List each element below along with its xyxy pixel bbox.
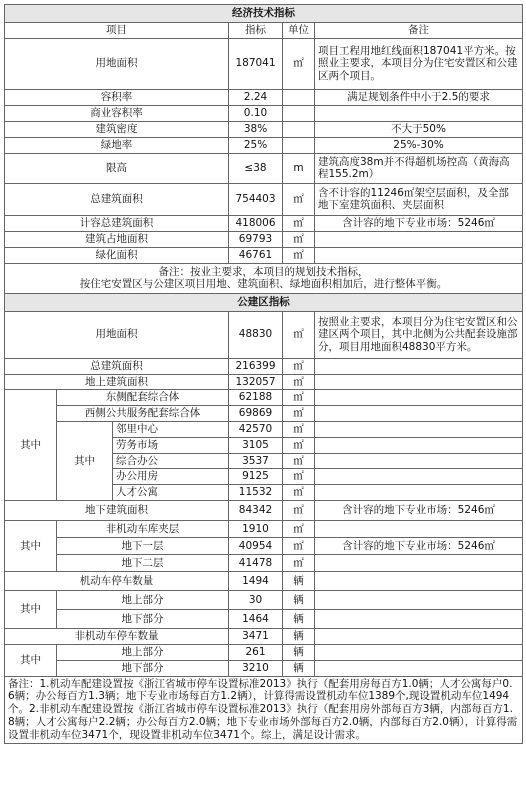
row-note <box>315 406 523 422</box>
row-label: 人才公寓 <box>113 485 229 501</box>
public-remark: 备注：1.机动车配建设置按《浙江省城市停车设置标准2013》执行（配套用房每百方1.0辆；人才公寓每户0.6辆；办公每百方1.3辆；地下专业市场每百方1.2辆），计算得需设置机动车位1389个,现设置机动车位1494个。2.非机动车配建设置按《浙江省城市停车设置标准2013》执行（配套用房外部每百方3辆，内部每百方1.8辆；人才公寓每户2.2辆；办公每百方2.0辆；地下专业市场外部每百方2.0辆，内部每百方2.0辆），计算得需设置非机动车位3471个，现设置非机动车位3471个。综上，满足设计需求。 <box>5 676 523 743</box>
row-value: 1494 <box>229 571 283 590</box>
public-row-west <box>5 406 523 422</box>
row-note: 25%-30% <box>315 137 523 153</box>
row-label: 建筑密度 <box>5 121 229 137</box>
row-label: 绿地率 <box>5 137 229 153</box>
row-note: 含计容的地下专业市场：5246㎡ <box>315 215 523 231</box>
row-value: 187041 <box>229 38 283 89</box>
row-unit: m <box>283 153 315 183</box>
row-note <box>315 453 523 469</box>
row-value: 42570 <box>229 421 283 437</box>
row-unit <box>283 121 315 137</box>
row-note <box>315 105 523 121</box>
row-unit: ㎡ <box>283 183 315 215</box>
row-label: 建筑占地面积 <box>5 231 229 247</box>
row-unit: 辆 <box>283 571 315 590</box>
row-label: 机动车停车数量 <box>5 571 229 590</box>
row-value: 11532 <box>229 485 283 501</box>
row-note <box>315 609 523 628</box>
public-row-below-sub <box>5 554 523 571</box>
econ-row-total-gfa <box>5 183 523 215</box>
row-value: 84342 <box>229 500 283 520</box>
public-row-west-sub <box>5 421 523 437</box>
row-note <box>315 469 523 485</box>
of-which-label: 其中 <box>5 644 57 676</box>
row-unit: 辆 <box>283 628 315 644</box>
row-unit: ㎡ <box>283 537 315 554</box>
row-unit: ㎡ <box>283 485 315 501</box>
header-item: 项目 <box>5 23 229 39</box>
public-row-bike-parking <box>5 628 523 644</box>
row-label: 地上建筑面积 <box>5 374 229 390</box>
econ-row-far-gfa <box>5 215 523 231</box>
row-unit: ㎡ <box>283 520 315 537</box>
row-note <box>315 485 523 501</box>
row-label: 总建筑面积 <box>5 183 229 215</box>
of-which-label: 其中 <box>5 390 57 501</box>
header-value: 指标 <box>229 23 283 39</box>
econ-row-far <box>5 89 523 105</box>
public-row-below-sub <box>5 537 523 554</box>
econ-row-commercial-far <box>5 105 523 121</box>
row-note: 按照业主要求，本项目分为住宅安置区和公建区两个项目，其中北侧为公共配套设施部分，项目用地面积48830平方米。 <box>315 311 523 358</box>
econ-row-green-area <box>5 247 523 263</box>
row-value: 46761 <box>229 247 283 263</box>
row-label: 限高 <box>5 153 229 183</box>
row-label: 非机动车停车数量 <box>5 628 229 644</box>
row-value: 216399 <box>229 358 283 374</box>
row-note: 不大于50% <box>315 121 523 137</box>
row-value: ≤38 <box>229 153 283 183</box>
row-unit <box>283 89 315 105</box>
row-value: 3105 <box>229 437 283 453</box>
row-note <box>315 421 523 437</box>
row-value: 41478 <box>229 554 283 571</box>
public-row-land-area <box>5 311 523 358</box>
row-note: 含不计容的11246㎡架空层面积，及全部地下室建筑面积、夹层面积 <box>315 183 523 215</box>
row-unit: ㎡ <box>283 311 315 358</box>
row-note <box>315 437 523 453</box>
row-note <box>315 644 523 660</box>
row-note: 项目工程用地红线面积187041平方米。按照业主要求，本项目分为住宅安置区和公建区两个项目。 <box>315 38 523 89</box>
row-unit: ㎡ <box>283 247 315 263</box>
row-unit: ㎡ <box>283 38 315 89</box>
public-row-total-gfa <box>5 358 523 374</box>
public-row-below-sub <box>5 520 523 537</box>
public-row-below-gfa <box>5 500 523 520</box>
row-label: 西侧公共服务配套综合体 <box>57 406 229 422</box>
row-note <box>315 628 523 644</box>
row-label: 总建筑面积 <box>5 358 229 374</box>
econ-remark: 备注：按业主要求，本项目的规划技术指标， 按住宅安置区与公建区项目用地、建筑面积、绿地面积相加后，进行整体平衡。 <box>5 263 523 293</box>
row-value: 62188 <box>229 390 283 406</box>
row-unit: 辆 <box>283 590 315 609</box>
econ-row-footprint <box>5 231 523 247</box>
row-value: 3537 <box>229 453 283 469</box>
row-label: 邻里中心 <box>113 421 229 437</box>
header-note: 备注 <box>315 23 523 39</box>
row-label: 地下部分 <box>57 609 229 628</box>
public-section-title: 公建区指标 <box>5 293 523 311</box>
row-label: 地下建筑面积 <box>5 500 229 520</box>
row-label: 办公用房 <box>113 469 229 485</box>
row-label: 容积率 <box>5 89 229 105</box>
row-unit: ㎡ <box>283 406 315 422</box>
row-label: 地下一层 <box>57 537 229 554</box>
row-value: 48830 <box>229 311 283 358</box>
row-unit: ㎡ <box>283 390 315 406</box>
header-unit: 单位 <box>283 23 315 39</box>
row-label: 商业容积率 <box>5 105 229 121</box>
row-note <box>315 590 523 609</box>
row-label: 计容总建筑面积 <box>5 215 229 231</box>
row-value: 25% <box>229 137 283 153</box>
row-value: 261 <box>229 644 283 660</box>
row-note <box>315 520 523 537</box>
row-note: 建筑高度38m并不得超机场控高（黄海高程155.2m） <box>315 153 523 183</box>
row-unit: ㎡ <box>283 215 315 231</box>
row-unit <box>283 105 315 121</box>
row-value: 132057 <box>229 374 283 390</box>
row-value: 40954 <box>229 537 283 554</box>
econ-row-density <box>5 121 523 137</box>
row-note <box>315 247 523 263</box>
row-unit <box>283 137 315 153</box>
of-which-label: 其中 <box>57 421 113 500</box>
row-label: 综合办公 <box>113 453 229 469</box>
row-label: 非机动车库夹层 <box>57 520 229 537</box>
row-label: 用地面积 <box>5 311 229 358</box>
row-label: 地下二层 <box>57 554 229 571</box>
public-row-car-sub <box>5 609 523 628</box>
econ-header-row <box>5 23 523 39</box>
row-unit: ㎡ <box>283 437 315 453</box>
row-value: 30 <box>229 590 283 609</box>
row-label: 用地面积 <box>5 38 229 89</box>
row-value: 38% <box>229 121 283 137</box>
public-row-bike-sub <box>5 644 523 660</box>
row-unit: 辆 <box>283 609 315 628</box>
econ-title-row <box>5 5 523 23</box>
of-which-label: 其中 <box>5 520 57 571</box>
row-unit: ㎡ <box>283 358 315 374</box>
row-note <box>315 554 523 571</box>
row-unit: 辆 <box>283 644 315 660</box>
row-unit: ㎡ <box>283 500 315 520</box>
public-row-bike-sub <box>5 660 523 676</box>
row-unit: 辆 <box>283 660 315 676</box>
row-unit: ㎡ <box>283 453 315 469</box>
row-value: 0.10 <box>229 105 283 121</box>
public-row-car-parking <box>5 571 523 590</box>
row-note <box>315 390 523 406</box>
row-label: 地下部分 <box>57 660 229 676</box>
row-note <box>315 358 523 374</box>
econ-row-land-area <box>5 38 523 89</box>
row-value: 754403 <box>229 183 283 215</box>
row-value: 69793 <box>229 231 283 247</box>
public-row-car-sub <box>5 590 523 609</box>
row-value: 1910 <box>229 520 283 537</box>
row-note: 含计容的地下专业市场：5246㎡ <box>315 500 523 520</box>
row-note <box>315 571 523 590</box>
row-value: 1464 <box>229 609 283 628</box>
row-label: 地上部分 <box>57 590 229 609</box>
row-value: 2.24 <box>229 89 283 105</box>
row-note: 含计容的地下专业市场：5246㎡ <box>315 537 523 554</box>
row-unit: ㎡ <box>283 554 315 571</box>
row-note <box>315 374 523 390</box>
indicator-table <box>4 4 523 744</box>
econ-row-height-limit <box>5 153 523 183</box>
row-value: 9125 <box>229 469 283 485</box>
row-note: 满足规划条件中小于2.5的要求 <box>315 89 523 105</box>
row-value: 3210 <box>229 660 283 676</box>
row-note <box>315 231 523 247</box>
public-row-above-gfa <box>5 374 523 390</box>
public-row-east <box>5 390 523 406</box>
row-value: 3471 <box>229 628 283 644</box>
row-label: 绿化面积 <box>5 247 229 263</box>
row-label: 东侧配套综合体 <box>57 390 229 406</box>
row-unit: ㎡ <box>283 469 315 485</box>
row-note <box>315 660 523 676</box>
econ-row-green-ratio <box>5 137 523 153</box>
row-unit: ㎡ <box>283 421 315 437</box>
row-unit: ㎡ <box>283 374 315 390</box>
public-remark-row <box>5 676 523 743</box>
row-value: 69869 <box>229 406 283 422</box>
of-which-label: 其中 <box>5 590 57 628</box>
public-title-row <box>5 293 523 311</box>
row-label: 劳务市场 <box>113 437 229 453</box>
indicator-sheet <box>4 4 522 744</box>
row-unit: ㎡ <box>283 231 315 247</box>
row-value: 418006 <box>229 215 283 231</box>
econ-remark-row <box>5 263 523 293</box>
econ-section-title: 经济技术指标 <box>5 5 523 23</box>
row-label: 地上部分 <box>57 644 229 660</box>
